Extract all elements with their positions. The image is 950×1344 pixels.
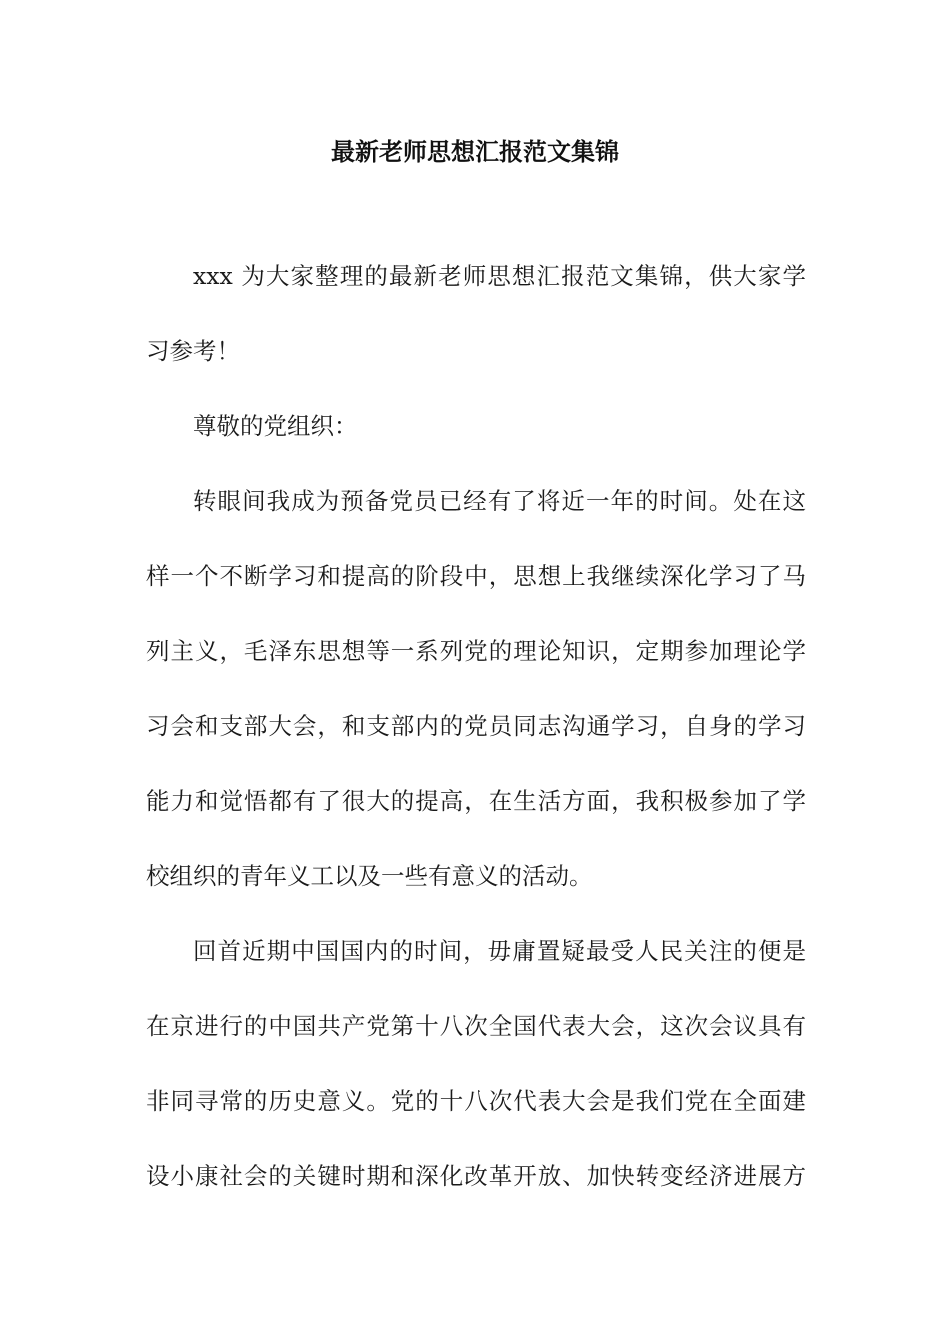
document-title: 最新老师思想汇报范文集锦 — [331, 138, 619, 166]
paragraph-line: 设小康社会的关键时期和深化改革开放、加快转变经济进展方 — [146, 1162, 806, 1190]
paragraph-line: 转眼间我成为预备党员已经有了将近一年的时间。处在这 — [193, 487, 806, 515]
paragraph-line: 非同寻常的历史意义。党的十八次代表大会是我们党在全面建 — [146, 1087, 806, 1115]
paragraph-line: 回首近期中国国内的时间，毋庸置疑最受人民关注的便是 — [193, 937, 806, 965]
paragraph-line: 样一个不断学习和提高的阶段中，思想上我继续深化学习了马 — [146, 562, 806, 590]
paragraph-line: 校组织的青年义工以及一些有意义的活动。 — [146, 862, 593, 890]
paragraph-line: 能力和觉悟都有了很大的提高，在生活方面，我积极参加了学 — [146, 787, 806, 815]
paragraph-line: 习参考！ — [146, 337, 240, 365]
paragraph-line: xxx 为大家整理的最新老师思想汇报范文集锦，供大家学 — [193, 262, 806, 290]
paragraph-line: 习会和支部大会，和支部内的党员同志沟通学习，自身的学习 — [146, 712, 806, 740]
paragraph-line: 在京进行的中国共产党第十八次全国代表大会，这次会议具有 — [146, 1012, 806, 1040]
paragraph-line: 列主义，毛泽东思想等一系列党的理论知识，定期参加理论学 — [146, 637, 806, 665]
paragraph-line: 尊敬的党组织： — [193, 412, 358, 440]
